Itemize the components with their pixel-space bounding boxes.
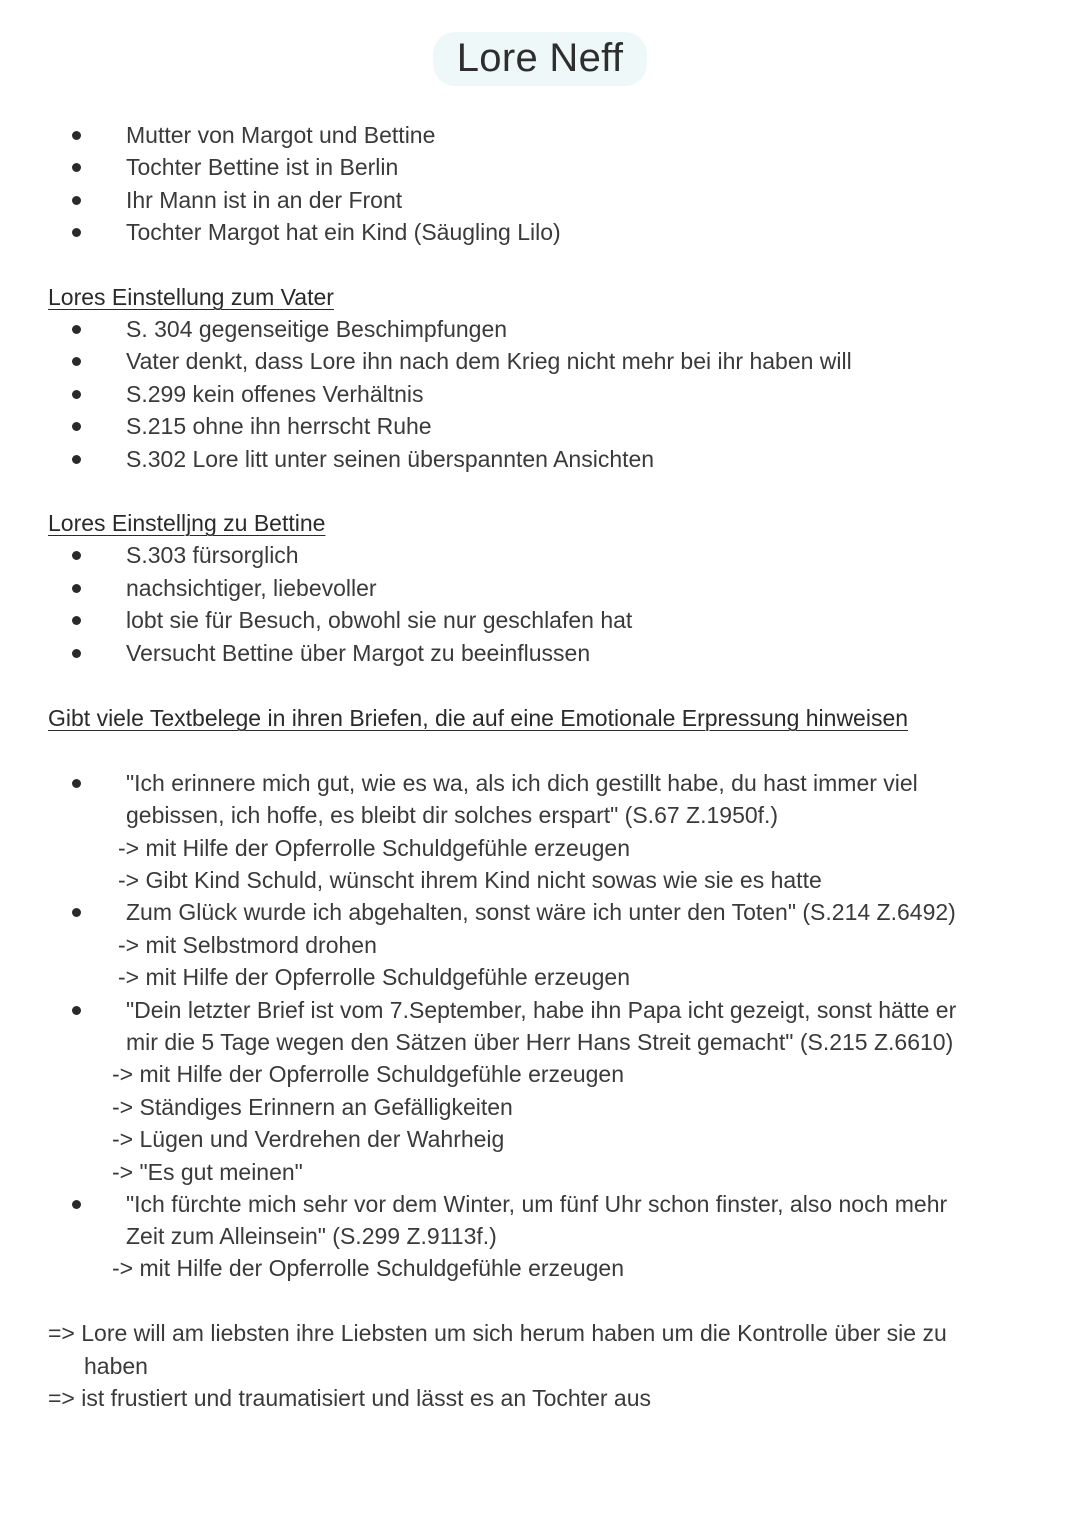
- analysis-note: -> Gibt Kind Schuld, wünscht ihrem Kind nicht sowas wie sie es hatte: [118, 867, 822, 893]
- bullet-dot: [72, 616, 81, 625]
- quote-line: "Dein letzter Brief ist vom 7.September, habe ihn Papa icht gezeigt, sonst hätte er: [126, 997, 957, 1023]
- bullet-dot: [72, 163, 81, 172]
- section-heading-bettine: Lores Einstelljng zu Bettine: [48, 510, 326, 536]
- quote-line: mir die 5 Tage wegen den Sätzen über Herr Hans Streit gemacht" (S.215 Z.6610): [126, 1029, 954, 1055]
- intro-item: Tochter Margot hat ein Kind (Säugling Lilo): [126, 219, 561, 245]
- section-heading-vater: Lores Einstellung zum Vater: [48, 284, 334, 310]
- bullet-dot: [72, 390, 81, 399]
- bettine-item: nachsichtiger, liebevoller: [126, 575, 377, 601]
- bullet-dot: [72, 649, 81, 658]
- vater-item: S. 304 gegenseitige Beschimpfungen: [126, 316, 508, 342]
- intro-item: Ihr Mann ist in an der Front: [126, 187, 403, 213]
- section-heading-erpressung: Gibt viele Textbelege in ihren Briefen, die auf eine Emotionale Erpressung hinweisen: [48, 705, 909, 731]
- bettine-item: S.303 fürsorglich: [126, 542, 299, 568]
- title-wrap: [0, 32, 1080, 86]
- intro-item: Tochter Bettine ist in Berlin: [126, 154, 399, 180]
- bettine-item: Versucht Bettine über Margot zu beeinflussen: [126, 640, 591, 666]
- quote-line: "Ich erinnere mich gut, wie es wa, als ich dich gestillt habe, du hast immer viel: [126, 770, 918, 796]
- bullet-dot: [72, 422, 81, 431]
- quote-line: Zeit zum Alleinsein" (S.299 Z.9113f.): [126, 1223, 497, 1249]
- bullet-dot: [72, 1200, 81, 1209]
- bettine-item: lobt sie für Besuch, obwohl sie nur geschlafen hat: [126, 607, 633, 633]
- bullet-dot: [72, 196, 81, 205]
- quote-line: gebissen, ich hoffe, es bleibt dir solches erspart" (S.67 Z.1950f.): [126, 802, 779, 828]
- analysis-note: -> mit Hilfe der Opferrolle Schuldgefühle erzeugen: [112, 1255, 625, 1281]
- vater-item: S.215 ohne ihn herrscht Ruhe: [126, 413, 432, 439]
- analysis-note: -> mit Selbstmord drohen: [118, 932, 377, 958]
- analysis-note: -> mit Hilfe der Opferrolle Schuldgefühle erzeugen: [118, 835, 631, 861]
- quote-line: Zum Glück wurde ich abgehalten, sonst wäre ich unter den Toten" (S.214 Z.6492): [126, 899, 956, 925]
- bullet-dot: [72, 455, 81, 464]
- bullet-dot: [72, 131, 81, 140]
- bullet-dot: [72, 228, 81, 237]
- bullet-dot: [72, 779, 81, 788]
- bullet-dot: [72, 357, 81, 366]
- bullet-dot: [72, 908, 81, 917]
- vater-item: S.302 Lore litt unter seinen überspannten Ansichten: [126, 446, 655, 472]
- analysis-note: -> Lügen und Verdrehen der Wahrheig: [112, 1126, 505, 1152]
- conclusion-line: => ist frustiert und traumatisiert und lässt es an Tochter aus: [48, 1385, 651, 1411]
- bullet-dot: [72, 325, 81, 334]
- vater-item: S.299 kein offenes Verhältnis: [126, 381, 424, 407]
- bullet-dot: [72, 551, 81, 560]
- analysis-note: -> mit Hilfe der Opferrolle Schuldgefühle erzeugen: [118, 964, 631, 990]
- intro-item: Mutter von Margot und Bettine: [126, 122, 436, 148]
- analysis-note: -> Ständiges Erinnern an Gefälligkeiten: [112, 1094, 513, 1120]
- vater-item: Vater denkt, dass Lore ihn nach dem Krieg nicht mehr bei ihr haben will: [126, 348, 852, 374]
- conclusion-line: haben: [84, 1353, 148, 1379]
- analysis-note: -> mit Hilfe der Opferrolle Schuldgefühle erzeugen: [112, 1061, 625, 1087]
- quote-line: "Ich fürchte mich sehr vor dem Winter, um fünf Uhr schon finster, also noch mehr: [126, 1191, 948, 1217]
- conclusion-line: => Lore will am liebsten ihre Liebsten um sich herum haben um die Kontrolle über sie zu: [48, 1320, 947, 1346]
- analysis-note: -> "Es gut meinen": [112, 1159, 303, 1185]
- page-title: Lore Neff: [433, 32, 648, 86]
- bullet-dot: [72, 1006, 81, 1015]
- bullet-dot: [72, 584, 81, 593]
